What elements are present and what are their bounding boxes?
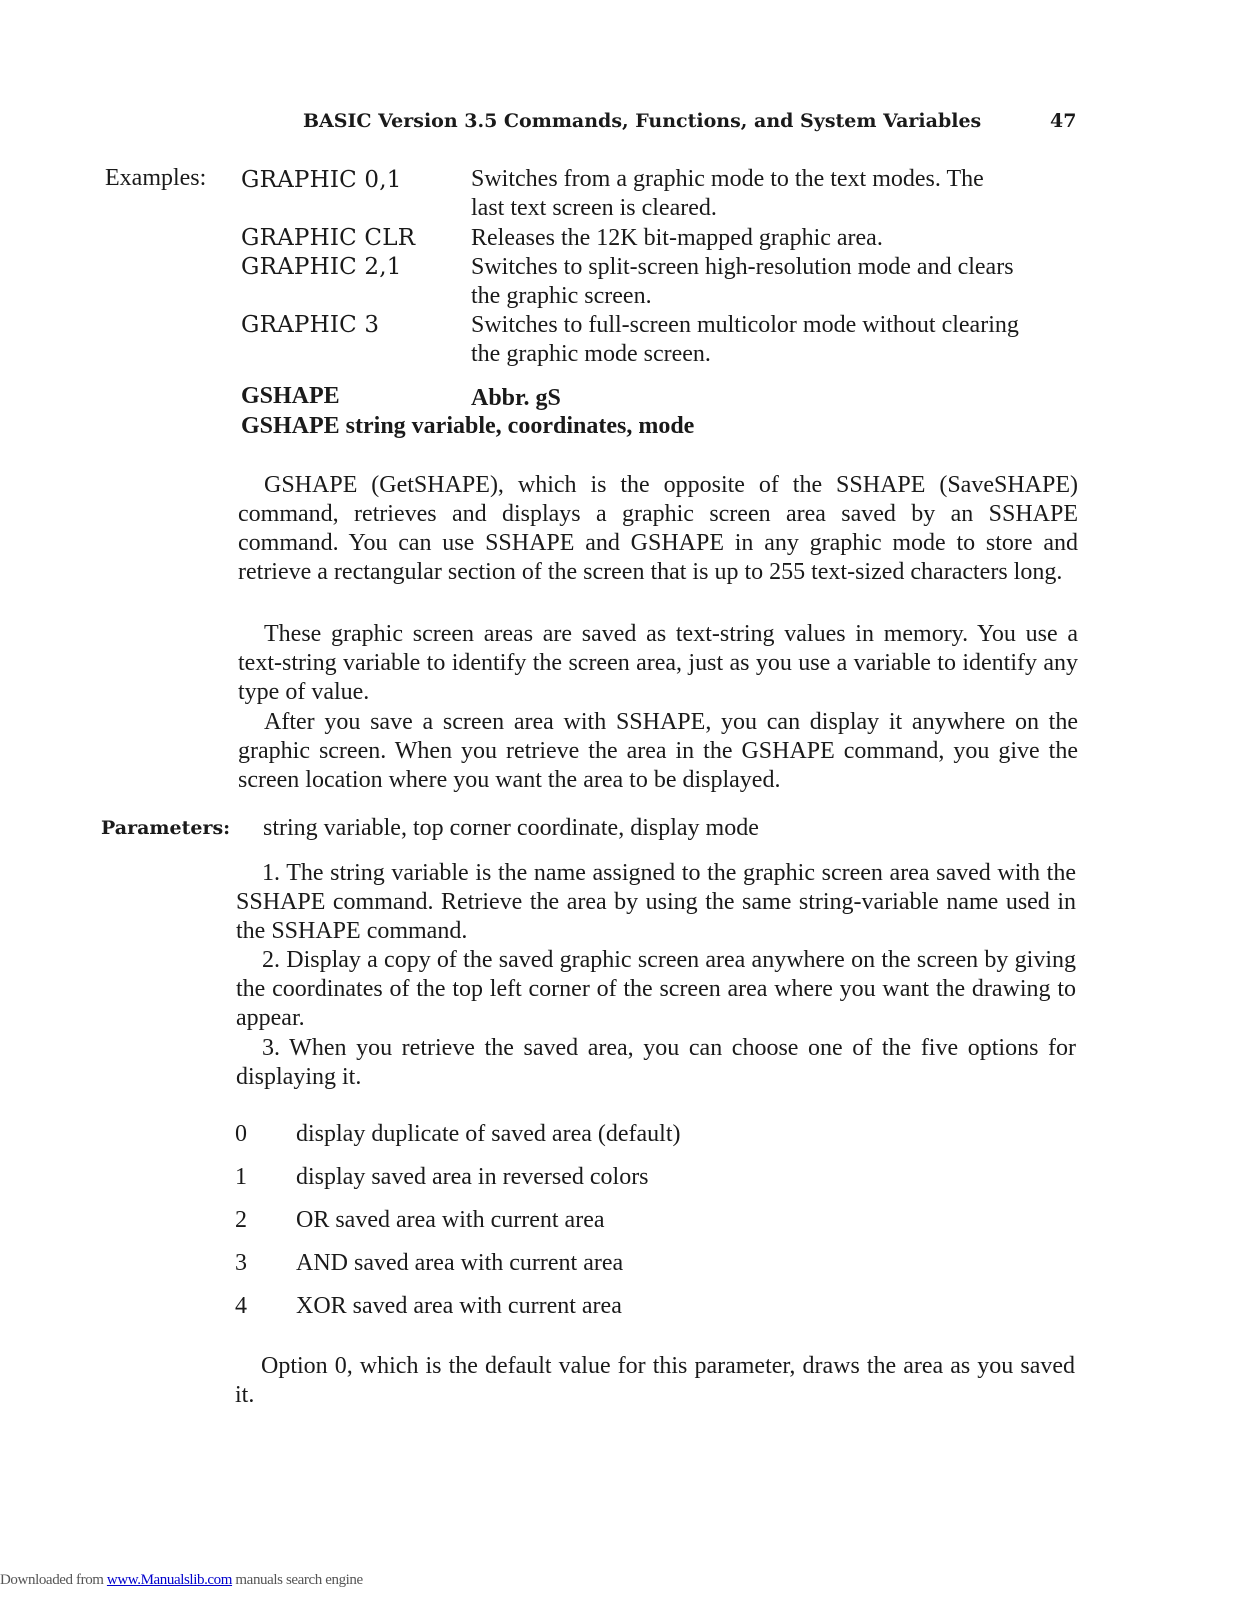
mode-description: XOR saved area with current area	[296, 1293, 622, 1319]
command-abbreviation: Abbr. gS	[471, 385, 561, 411]
description-text: After you save a screen area with SSHAPE, you can display it anywhere on the graphic screen. When you retrieve the area in the GSHAPE command, you give the screen location where you want the area to be displayed.	[238, 709, 1078, 793]
description-paragraph	[238, 620, 1078, 707]
example-desc-line: Releases the 12K bit-mapped graphic area.	[471, 225, 883, 251]
page-number: 47	[1050, 110, 1077, 132]
download-footer	[0, 1572, 363, 1589]
description-paragraph	[238, 471, 1078, 587]
example-desc-line: Switches to full-screen multicolor mode without clearing	[471, 312, 1019, 338]
example-desc-line: Switches from a graphic mode to the text modes. The	[471, 166, 984, 192]
mode-number: 0	[235, 1121, 247, 1147]
example-desc-line: last text screen is cleared.	[471, 195, 717, 221]
example-desc-line: the graphic screen.	[471, 283, 652, 309]
example-code: GRAPHIC 0,1	[241, 167, 402, 193]
parameter-item	[236, 859, 1076, 946]
parameter-text: 1. The string variable is the name assigned to the graphic screen area saved with the SSHAPE command. Retrieve the area by using the same string-variable name used in the SSHAPE command.	[236, 860, 1076, 944]
mode-number: 4	[235, 1293, 247, 1319]
parameter-text: 2. Display a copy of the saved graphic screen area anywhere on the screen by giving the coordinates of the top left corner of the screen area where you want the drawing to appear.	[236, 947, 1076, 1031]
parameter-item	[236, 946, 1076, 1033]
manualslib-link[interactable]: www.Manualslib.com	[106, 1572, 233, 1588]
mode-description: display duplicate of saved area (default)	[296, 1121, 681, 1147]
mode-number: 1	[235, 1164, 247, 1190]
example-desc-line: the graphic mode screen.	[471, 341, 711, 367]
command-name: GSHAPE	[241, 383, 340, 409]
command-syntax: GSHAPE string variable, coordinates, mode	[241, 413, 695, 439]
closing-paragraph	[235, 1352, 1075, 1410]
mode-description: OR saved area with current area	[296, 1207, 605, 1233]
description-text: GSHAPE (GetSHAPE), which is the opposite of the SSHAPE (SaveSHAPE) command, retrieves and displays a graphic screen area saved by an SSHAPE command. You can use SSHAPE and GSHAPE in any graphic mode to store and retrieve a rectangular section of the screen that is up to 255 text-sized characters long.	[238, 472, 1078, 585]
mode-description: display saved area in reversed colors	[296, 1164, 649, 1190]
example-code: GRAPHIC 3	[241, 312, 380, 338]
examples-label: Examples:	[105, 165, 207, 191]
example-desc-line: Switches to split-screen high-resolution mode and clears	[471, 254, 1014, 280]
footer-suffix: manuals search engine	[232, 1572, 363, 1588]
example-code: GRAPHIC 2,1	[241, 254, 402, 280]
parameter-item	[236, 1034, 1076, 1092]
description-text: These graphic screen areas are saved as text-string values in memory. You use a text-string variable to identify the screen area, just as you use a variable to identify any type of value.	[238, 621, 1078, 705]
footer-prefix: Downloaded from	[0, 1572, 107, 1588]
parameter-text: 3. When you retrieve the saved area, you can choose one of the five options for displaying it.	[236, 1035, 1076, 1090]
running-header-title: BASIC Version 3.5 Commands, Functions, and System Variables	[303, 110, 982, 132]
mode-number: 3	[235, 1250, 247, 1276]
parameters-label: Parameters:	[101, 817, 231, 839]
closing-text: Option 0, which is the default value for this parameter, draws the area as you saved it.	[235, 1353, 1075, 1408]
example-code: GRAPHIC CLR	[241, 225, 416, 251]
description-paragraph	[238, 708, 1078, 795]
mode-number: 2	[235, 1207, 247, 1233]
mode-description: AND saved area with current area	[296, 1250, 624, 1276]
parameters-summary: string variable, top corner coordinate, display mode	[263, 815, 759, 841]
